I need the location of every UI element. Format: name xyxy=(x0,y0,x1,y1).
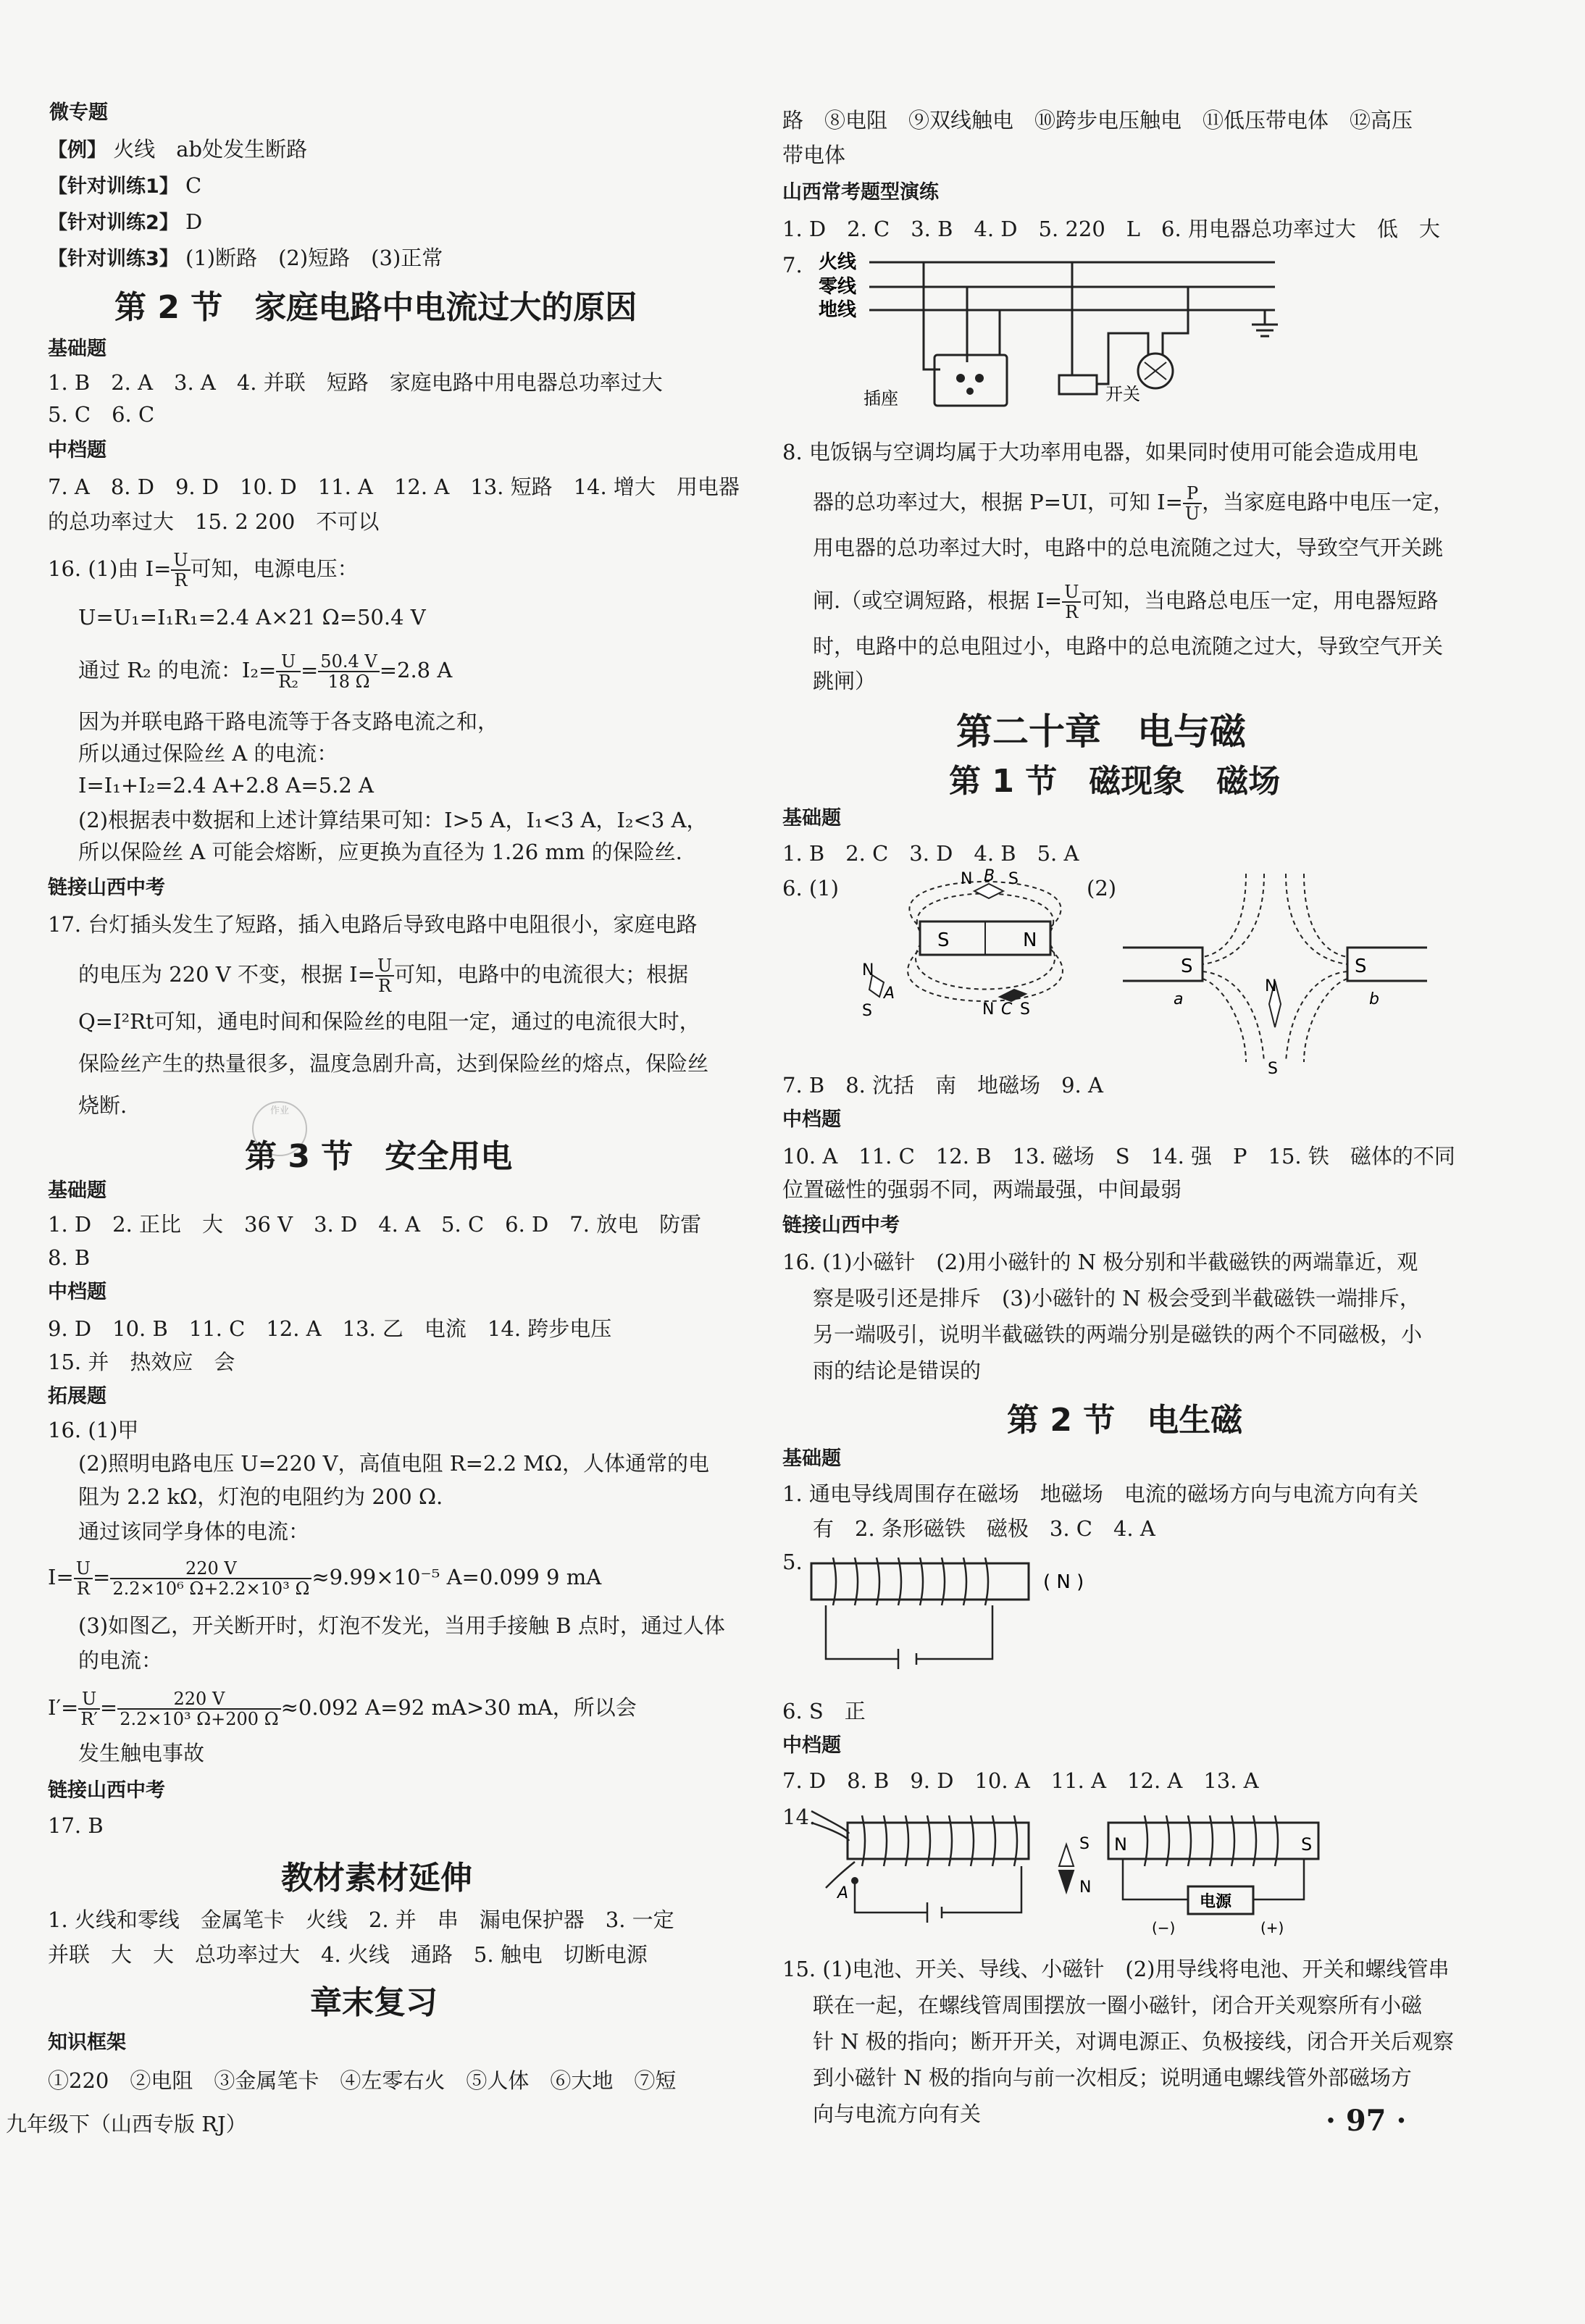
s3q16-line-5: I= $\frac{U}{R}$ = $\frac{220 V}{\text{2.2×10⁶ Ω+2.2×10³ Ω}}$ ≈9.99×10⁻⁵ A=0.099 9 mA xyxy=(48,1558,602,1599)
ext-line-2: 并联 大 大 总功率过大 4. 火线 通路 5. 触电 切断电源 xyxy=(48,1942,648,1967)
section-1-title: 第 1 节 磁现象 磁场 xyxy=(949,763,1281,800)
q15-line-1: 15. (1)电池、开关、导线、小磁针 (2)用导线将电池、开关和螺线管串 xyxy=(782,1957,1450,1981)
q8-l2-prefix: 器的总功率过大，根据 P=UI，可知 I= xyxy=(813,490,1183,514)
numerator: U xyxy=(375,956,394,977)
denominator: R′ xyxy=(80,1709,98,1729)
fraction xyxy=(78,1689,100,1729)
fraction xyxy=(171,551,190,590)
numerator: P xyxy=(1183,484,1202,504)
s3q16-l5-prefix: I= xyxy=(48,1565,74,1589)
denominator: R xyxy=(1065,602,1079,622)
training-3-text: (1)断路 (2)短路 (3)正常 xyxy=(185,246,443,270)
q8-line-4 xyxy=(813,582,1438,622)
q15-line-5: 向与电流方向有关 xyxy=(813,2102,982,2126)
compass-q14-s: S xyxy=(1079,1835,1090,1853)
example-label: 【例】 xyxy=(48,139,106,162)
fraction xyxy=(318,652,379,691)
q8-line-5: 时，电路中的总电阻过小，电路中的总电流随之过大，导致空气开关 xyxy=(813,634,1444,659)
fraction xyxy=(375,956,394,995)
numerator: 220 V xyxy=(110,1559,311,1579)
practice-label: 山西常考题型演练 xyxy=(782,181,939,204)
basic-label: 基础题 xyxy=(782,807,841,829)
s1-link-line-4: 雨的结论是错误的 xyxy=(813,1358,982,1383)
frame-line-1: ①220 ②电阻 ③金属笔卡 ④左零右火 ⑤人体 ⑥大地 ⑦短 xyxy=(48,2068,677,2093)
basic-label: 基础题 xyxy=(782,1447,841,1470)
sec2-basic-line-2: 5. C 6. C xyxy=(48,402,155,427)
switch-icon xyxy=(1059,375,1097,394)
numerator: U xyxy=(276,652,301,672)
compass-a-s: S xyxy=(862,1002,872,1020)
denominator: R xyxy=(174,570,188,590)
fraction xyxy=(74,1559,93,1598)
s3q17: 17. B xyxy=(48,1813,104,1838)
solenoid-core xyxy=(811,1563,1029,1600)
q5-number: 5. xyxy=(782,1550,803,1574)
q16-l3-suffix: =2.8 A xyxy=(379,658,453,682)
q17-line-4: 保险丝产生的热量很多，温度急剧升高，达到保险丝的熔点，保险丝 xyxy=(78,1051,709,1076)
q8-l4-prefix: 闸.（或空调短路，根据 I= xyxy=(813,588,1063,613)
q6-part1-label: 6. (1) xyxy=(782,876,839,900)
solenoid-s-label: S xyxy=(1301,1834,1313,1855)
numerator: U xyxy=(1062,582,1081,603)
sec3-basic-line-1: 1. D 2. 正比 大 36 V 3. D 4. A 5. C 6. D 7. 放电 防雷 xyxy=(48,1212,702,1237)
two-magnets-field-diagram xyxy=(1123,866,1442,1077)
solenoid-circuit-diagram xyxy=(790,1550,1123,1695)
power-source-label: 电源 xyxy=(1200,1893,1232,1911)
compass-c-n: N xyxy=(982,1000,995,1019)
q8-l4-suffix: 可知，当电路总电压一定，用电器短路 xyxy=(1081,588,1439,613)
s2-basic-line-2: 有 2. 条形磁铁 磁极 3. C 4. A xyxy=(813,1516,1155,1541)
compass-a-label: A xyxy=(884,985,895,1003)
training-2-text: D xyxy=(185,209,203,234)
s1-mid-line-2: 位置磁性的强弱不同，两端最强，中间最弱 xyxy=(782,1177,1182,1202)
training-1 xyxy=(48,171,201,201)
training-3 xyxy=(48,243,443,274)
compass-c-label: C xyxy=(1001,1000,1013,1019)
right-magnet-s: S xyxy=(1355,956,1367,977)
magnet-s-label: S xyxy=(937,929,950,951)
denominator: R xyxy=(76,1579,90,1599)
q16-line-1 xyxy=(48,551,359,590)
link-shanxi-label: 链接山西中考 xyxy=(48,1779,165,1802)
q17-line-3: Q=I²Rt可知，通电时间和保险丝的电阻一定，通过的电流很大时， xyxy=(78,1009,701,1034)
numerator: U xyxy=(74,1559,93,1579)
sec3-basic-line-2: 8. B xyxy=(48,1245,91,1270)
switch-label: 开关 xyxy=(1105,384,1140,404)
q8-line-1: 8. 电饭锅与空调均属于大功率用电器，如果同时使用可能会造成用电 xyxy=(782,440,1418,464)
denominator: U xyxy=(1184,503,1200,524)
q6-part2-label: (2) xyxy=(1087,876,1117,900)
denominator: 2.2×10³ Ω+200 Ω xyxy=(120,1709,279,1729)
training-2 xyxy=(48,207,202,238)
point-a-label: A xyxy=(837,1884,849,1902)
fraction xyxy=(276,652,301,691)
chapter-review-title: 章末复习 xyxy=(310,1984,438,2021)
sec2-mid-line-1: 7. A 8. D 9. D 10. D 11. A 12. A 13. 短路 14. 增大 用电器 xyxy=(48,475,740,499)
basic-label: 基础题 xyxy=(48,1179,106,1202)
compass-q14-n: N xyxy=(1079,1878,1092,1897)
q15-line-2: 联在一起，在螺线管周围摆放一圈小磁针，闭合开关观察所有小磁 xyxy=(813,1993,1423,2018)
s1-mid-line-1: 10. A 11. C 12. B 13. 磁场 S 14. 强 P 15. 铁 磁体的不同 xyxy=(782,1144,1455,1169)
q7-number: 7. xyxy=(782,253,803,277)
s3q16-line-1: 16. (1)甲 xyxy=(48,1418,139,1442)
q17-line-1: 17. 台灯插头发生了短路，插入电路后导致电路中电阻很小，家庭电路 xyxy=(48,912,698,937)
s1-basic-line-2: 7. B 8. 沈括 南 地磁场 9. A xyxy=(782,1073,1103,1098)
house-wiring-diagram xyxy=(782,246,1333,427)
s2-basic-line-1: 1. 通电导线周围存在磁场 地磁场 电流的磁场方向与电流方向有关 xyxy=(782,1481,1418,1506)
extension-label: 拓展题 xyxy=(48,1385,106,1408)
label-a: a xyxy=(1174,990,1184,1008)
solenoid-n-label: N xyxy=(1114,1834,1127,1855)
sec2-mid-line-2: 的总功率过大 15. 2 200 不可以 xyxy=(48,509,380,534)
s3q16-line-7: 的电流： xyxy=(78,1648,163,1673)
numerator: U xyxy=(171,551,190,571)
s3q16-l5-suffix: ≈9.99×10⁻⁵ A=0.099 9 mA xyxy=(311,1565,602,1589)
socket-label: 插座 xyxy=(863,388,898,409)
fraction xyxy=(1062,582,1081,622)
example-text: 火线 ab处发生断路 xyxy=(113,137,308,162)
numerator: 50.4 V xyxy=(318,652,379,672)
s3q16-l8-prefix: I′= xyxy=(48,1695,79,1720)
ground-wire-label: 地线 xyxy=(819,299,857,321)
training-2-label: 【针对训练2】 xyxy=(48,212,179,234)
left-magnet-s: S xyxy=(1181,956,1193,977)
link-shanxi-label: 链接山西中考 xyxy=(48,877,165,899)
s3q16-line-9: 发生触电事故 xyxy=(78,1741,205,1765)
center-n: N xyxy=(1265,977,1277,995)
q8-line-3: 用电器的总功率过大时，电路中的总电流随之过大，导致空气开关跳 xyxy=(813,535,1444,560)
s3q16-line-4: 通过该同学身体的电流： xyxy=(78,1519,310,1544)
mid-label: 中档题 xyxy=(782,1734,841,1757)
denominator: 18 Ω xyxy=(327,672,370,692)
q16-line-3 xyxy=(78,652,452,691)
s1-link-line-2: 察是吸引还是排斥 (3)小磁针的 N 极会受到半截磁铁一端排斥， xyxy=(813,1286,1421,1311)
q17-l2-suffix: 可知，电路中的电流很大；根据 xyxy=(394,962,689,987)
q16-l3-prefix: 通过 R₂ 的电流：I₂= xyxy=(78,658,277,682)
q16-line-8: 所以保险丝 A 可能会熔断，应更换为直径为 1.26 mm 的保险丝. xyxy=(78,840,682,864)
q16-line-2: U=U₁=I₁R₁=2.4 A×21 Ω=50.4 V xyxy=(78,605,426,630)
q14-number: 14. xyxy=(782,1805,816,1829)
q15-line-3: 针 N 极的指向；断开开关，对调电源正、负极接线，闭合开关后观察 xyxy=(813,2029,1454,2054)
numerator: 220 V xyxy=(117,1689,280,1710)
link-shanxi-label: 链接山西中考 xyxy=(782,1214,900,1237)
fraction xyxy=(1183,484,1202,523)
section-2-title: 第 2 节 家庭电路中电流过大的原因 xyxy=(114,289,637,326)
s3q16-line-3: 阻为 2.2 kΩ，灯泡的电阻约为 200 Ω. xyxy=(78,1484,443,1509)
fraction xyxy=(117,1689,280,1729)
q15-line-4: 到小磁针 N 极的指向与前一次相反；说明通电螺线管外部磁场方 xyxy=(813,2065,1412,2090)
q16-suffix: 可知，电源电压： xyxy=(190,556,359,581)
denominator: 2.2×10⁶ Ω+2.2×10³ Ω xyxy=(112,1579,310,1599)
frame-line-2: 路 ⑧电阻 ⑨双线触电 ⑩跨步电压触电 ⑪低压带电体 ⑫高压 xyxy=(782,108,1413,133)
plus-terminal-label: (+) xyxy=(1260,1919,1284,1936)
neutral-wire-label: 零线 xyxy=(819,276,857,298)
live-wire-label: 火线 xyxy=(819,251,857,273)
frame-line-3: 带电体 xyxy=(782,143,846,167)
q17-l2-prefix: 的电压为 220 V 不变，根据 I= xyxy=(78,962,375,987)
s3q16-l8-suffix: ≈0.092 A=92 mA>30 mA，所以会 xyxy=(280,1695,637,1720)
q8-l2-suffix: ，当家庭电路中电压一定， xyxy=(1202,490,1455,514)
fraction xyxy=(110,1559,311,1598)
center-s: S xyxy=(1268,1060,1278,1077)
compass-b-n: N xyxy=(961,870,973,888)
q17-line-5: 烧断. xyxy=(78,1093,127,1118)
coil-n-label: ( N ) xyxy=(1043,1571,1084,1593)
compass-c-s: S xyxy=(1020,1000,1030,1019)
q16-line-7: (2)根据表中数据和上述计算结果可知：I>5 A，I₁<3 A，I₂<3 A， xyxy=(78,808,708,832)
s1-link-line-3: 另一端吸引，说明半截磁铁的两端分别是磁铁的两个不同磁极，小 xyxy=(813,1322,1423,1347)
q14-solenoid-diagram xyxy=(804,1801,1384,1946)
page-footer: 九年级下（山西专版 RJ） xyxy=(6,2112,247,2136)
q8-line-6: 跳闸） xyxy=(813,669,877,693)
basic-label: 基础题 xyxy=(48,338,106,360)
mid-label: 中档题 xyxy=(48,439,106,461)
q16-line-6: I=I₁+I₂=2.4 A+2.8 A=5.2 A xyxy=(78,773,374,798)
ext-line-1: 1. 火线和零线 金属笔卡 火线 2. 并 串 漏电保护器 3. 一定 xyxy=(48,1907,674,1932)
compass-a-n: N xyxy=(862,961,874,979)
sec3-mid-line-2: 15. 并 热效应 会 xyxy=(48,1350,235,1374)
equals: = xyxy=(300,658,319,682)
example-answer xyxy=(48,135,307,165)
q16-line-4: 因为并联电路干路电流等于各支路电流之和， xyxy=(78,709,499,734)
magnet-n-label: N xyxy=(1023,929,1037,951)
minus-terminal-label: (−) xyxy=(1152,1919,1176,1936)
s1-link-line-1: 16. (1)小磁针 (2)用小磁针的 N 极分别和半截磁铁的两端靠近，观 xyxy=(782,1250,1418,1274)
denominator: R₂ xyxy=(278,672,298,692)
compass-needle-c xyxy=(1000,990,1026,1001)
q8-line-2 xyxy=(813,484,1454,523)
s1-basic-line-1: 1. B 2. C 3. D 4. B 5. A xyxy=(782,841,1079,866)
q17-line-2 xyxy=(78,956,688,995)
homework-stamp: 作业 xyxy=(252,1101,307,1156)
compass-b-label: B xyxy=(984,867,995,885)
q6-answer: 6. S 正 xyxy=(782,1699,866,1723)
sec2-basic-line-1: 1. B 2. A 3. A 4. 并联 短路 家庭电路中用电器总功率过大 xyxy=(48,370,663,395)
compass-b-s: S xyxy=(1008,870,1019,888)
q16-prefix: 16. (1)由 I= xyxy=(48,556,172,581)
s3q16-line-6: (3)如图乙，开关断开时，灯泡不发光，当用手接触 B 点时，通过人体 xyxy=(78,1613,725,1638)
practice-line-1: 1. D 2. C 3. B 4. D 5. 220 L 6. 用电器总功率过大 低 大 xyxy=(782,217,1440,241)
s2-mid-line-1: 7. D 8. B 9. D 10. A 11. A 12. A 13. A xyxy=(782,1768,1259,1793)
denominator: R xyxy=(378,976,392,996)
mid-label: 中档题 xyxy=(782,1108,841,1131)
compass-needle-q14 xyxy=(1059,1844,1074,1866)
page-number: · 97 · xyxy=(1326,2104,1407,2138)
numerator: U xyxy=(78,1689,100,1710)
label-b: b xyxy=(1369,990,1379,1008)
knowledge-frame-label: 知识框架 xyxy=(48,2031,126,2054)
training-3-label: 【针对训练3】 xyxy=(48,248,179,270)
chapter-20-title: 第二十章 电与磁 xyxy=(956,711,1246,753)
section-2-dian-sheng-ci-title: 第 2 节 电生磁 xyxy=(1007,1402,1243,1439)
micro-topic-heading: 微专题 xyxy=(49,101,108,124)
s3q16-line-8: I′= $\frac{U}{R'}$ = $\frac{220 V}{\text{2.2×10³ Ω+200 Ω}}$ ≈0.092 A=92 mA>30 mA，所以会 xyxy=(48,1689,637,1729)
textbook-extension-title: 教材素材延伸 xyxy=(281,1860,472,1897)
training-1-text: C xyxy=(185,173,202,198)
sec3-mid-line-1: 9. D 10. B 11. C 12. A 13. 乙 电流 14. 跨步电压 xyxy=(48,1316,612,1341)
s3q16-line-2: (2)照明电路电压 U=220 V，高值电阻 R=2.2 MΩ，人体通常的电 xyxy=(78,1451,709,1476)
section-3-title: 第 3 节 安全用电 xyxy=(245,1138,513,1175)
mid-label: 中档题 xyxy=(48,1281,106,1303)
training-1-label: 【针对训练1】 xyxy=(48,175,179,198)
compass-needle-b xyxy=(974,884,1003,898)
socket-icon xyxy=(934,355,1007,406)
q16-line-5: 所以通过保险丝 A 的电流： xyxy=(78,741,338,766)
